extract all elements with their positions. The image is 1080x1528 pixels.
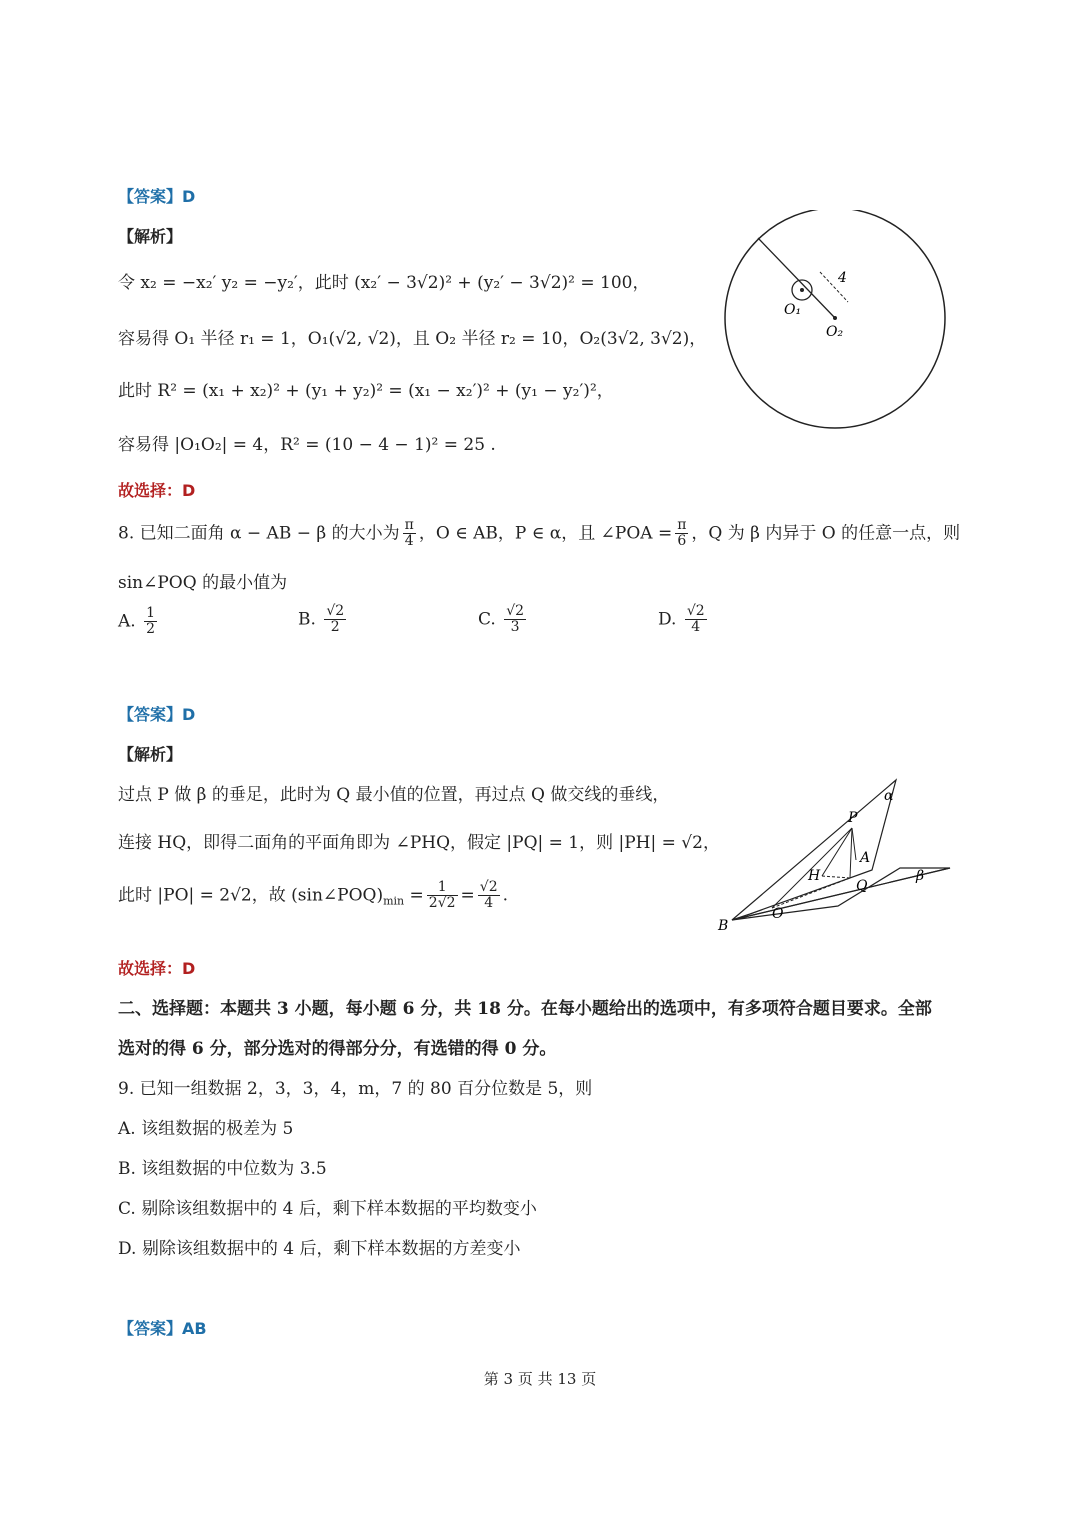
- option-frac: [504, 604, 526, 636]
- label-alpha: α: [884, 788, 894, 804]
- point-o2: [833, 316, 837, 320]
- frac-num: π: [404, 517, 414, 533]
- answer-tag: 【答案】: [118, 187, 183, 206]
- option-label: D.: [658, 609, 677, 630]
- option-label: B.: [298, 609, 316, 630]
- page-footer: 第 3 页 共 13 页: [483, 1370, 597, 1388]
- frac-num: π: [677, 517, 687, 533]
- q7-analysis-tag: 【解析】: [118, 227, 183, 246]
- section2-line1: 二、选择题：本题共 3 小题，每小题 6 分，共 18 分。在每小题给出的选项中，有多项符合题目要求。全部: [118, 999, 932, 1019]
- q8-stem-line2: sin∠POQ 的最小值为: [118, 573, 288, 593]
- label-dist: 4: [838, 270, 847, 286]
- q9-option-c: C. 剔除该组数据中的 4 后，剩下样本数据的平均数变小: [118, 1199, 537, 1219]
- q9-answer: [118, 1316, 207, 1339]
- option-frac: [324, 604, 346, 636]
- q7-line2: 容易得 O₁ 半径 r₁ = 1，O₁(√2, √2)，且 O₂ 半径 r₂ = 10，O₂(3√2, 3√2)，: [118, 329, 707, 349]
- section2-line2: 选对的得 6 分，部分选对的得部分分，有选错的得 0 分。: [118, 1039, 557, 1059]
- q7-line4: 容易得 |O₁O₂| = 4，R² = (10 − 4 − 1)² = 25 .: [118, 435, 496, 455]
- line-hq: [822, 876, 850, 878]
- q8-stem-line1: [118, 518, 960, 550]
- q8-line3: 此时 |PO| = 2√2，故 $(\sin\angle POQ)_{min}$ = $\frac{1}{2√2}$ = $\frac{√2}{4}$ .: [118, 879, 509, 912]
- label-o2: O₂: [826, 324, 844, 340]
- q8-option-d: [658, 604, 710, 636]
- q8-line2: 连接 HQ，即得二面角的平面角即为 ∠PHQ，假定 |PQ| = 1，则 |PH| = √2，: [118, 833, 720, 853]
- frac-den: 4: [484, 895, 494, 912]
- line-pa: [852, 828, 856, 860]
- frac-den: 6: [677, 533, 687, 550]
- frac-num: √2: [326, 603, 345, 619]
- q9-option-b: B. 该组数据的中位数为 3.5: [118, 1159, 327, 1179]
- q8-line3-min: min: [383, 894, 405, 908]
- answer-tag: 【答案】: [118, 1319, 183, 1338]
- label-b: B: [718, 918, 729, 934]
- q8-answer: [118, 702, 195, 725]
- q8-frac2: [675, 518, 688, 550]
- q9-stem: 9. 已知一组数据 2，3，3，4，m，7 的 80 百分位数是 5，则: [118, 1079, 593, 1099]
- q8-line1: 过点 P 做 β 的垂足，此时为 Q 最小值的位置，再过点 Q 做交线的垂线，: [118, 785, 670, 805]
- answer-value: D: [182, 705, 196, 724]
- conclusion-value: D: [182, 959, 196, 978]
- q8-dihedral-figure: [710, 772, 960, 937]
- q9-option-a: A. 该组数据的极差为 5: [118, 1119, 294, 1139]
- option-label: C.: [478, 609, 496, 630]
- label-o: O: [772, 906, 784, 922]
- q8-line3-a: 此时 |PO| = 2√2，故 (sin∠POQ): [118, 885, 384, 906]
- q7-line1: [118, 268, 649, 293]
- frac-den: 2: [146, 621, 156, 638]
- q9-option-d: D. 剔除该组数据中的 4 后，剩下样本数据的方差变小: [118, 1239, 521, 1259]
- option-frac: [685, 604, 707, 636]
- frac-den: 3: [510, 619, 520, 636]
- q7-line3: 此时 R² = (x₁ + x₂)² + (y₁ + y₂)² = (x₁ − x₂′)² + (y₁ − y₂′)²，: [118, 381, 614, 401]
- frac-num: √2: [506, 603, 525, 619]
- conclusion-label: 故选择：: [118, 481, 183, 500]
- conclusion-value: D: [182, 481, 196, 500]
- equals: =: [460, 885, 475, 906]
- answer-tag: 【答案】: [118, 705, 183, 724]
- q8-stem-b: ，O ∈ AB，P ∈ α，且 ∠POA =: [418, 523, 673, 544]
- frac-num: 1: [146, 605, 156, 621]
- label-q: Q: [856, 878, 868, 894]
- q8-option-a: [118, 606, 160, 638]
- frac-den: 2: [330, 619, 340, 636]
- frac-num: √2: [479, 879, 498, 895]
- q8-analysis-tag: 【解析】: [118, 745, 183, 764]
- equals: =: [409, 885, 424, 906]
- q8-option-b: [298, 604, 349, 636]
- q7-answer: [118, 184, 195, 207]
- plane-alpha: [732, 780, 896, 920]
- label-p: P: [848, 810, 858, 826]
- q7-conclusion: [118, 478, 195, 501]
- q8-stem-a: 8. 已知二面角 α − AB − β 的大小为: [118, 523, 400, 544]
- q8-line3-frac2: [478, 880, 500, 912]
- label-a: A: [860, 850, 871, 866]
- line-ph: [822, 828, 852, 876]
- q7-line1-b: (x₂′ − 3√2)² + (y₂′ − 3√2)² = 100，: [354, 273, 650, 293]
- line-pq: [850, 828, 852, 878]
- option-frac: [144, 606, 157, 638]
- answer-value: D: [182, 187, 196, 206]
- point-o1: [800, 288, 804, 292]
- answer-value: AB: [182, 1319, 207, 1338]
- frac-den: 4: [404, 533, 414, 550]
- conclusion-label: 故选择：: [118, 959, 183, 978]
- q8-line3-frac1: [427, 880, 458, 912]
- label-o1: O₁: [784, 302, 802, 318]
- q8-conclusion: [118, 956, 195, 979]
- q8-option-c: [478, 604, 529, 636]
- frac-num: 1: [427, 880, 458, 896]
- frac-den: 2√2: [428, 895, 456, 912]
- q7-circle-figure: [720, 210, 950, 440]
- q8-stem-c: ，Q 为 β 内异于 O 的任意一点，则: [691, 523, 961, 544]
- q7-line1-a: 令 x₂ = −x₂′ y₂ = −y₂′，此时: [118, 273, 349, 293]
- q8-frac1: [403, 518, 416, 550]
- option-label: A.: [118, 611, 136, 632]
- label-h: H: [808, 868, 821, 884]
- frac-den: 4: [691, 619, 701, 636]
- frac-num: √2: [686, 603, 705, 619]
- label-beta: β: [916, 868, 925, 884]
